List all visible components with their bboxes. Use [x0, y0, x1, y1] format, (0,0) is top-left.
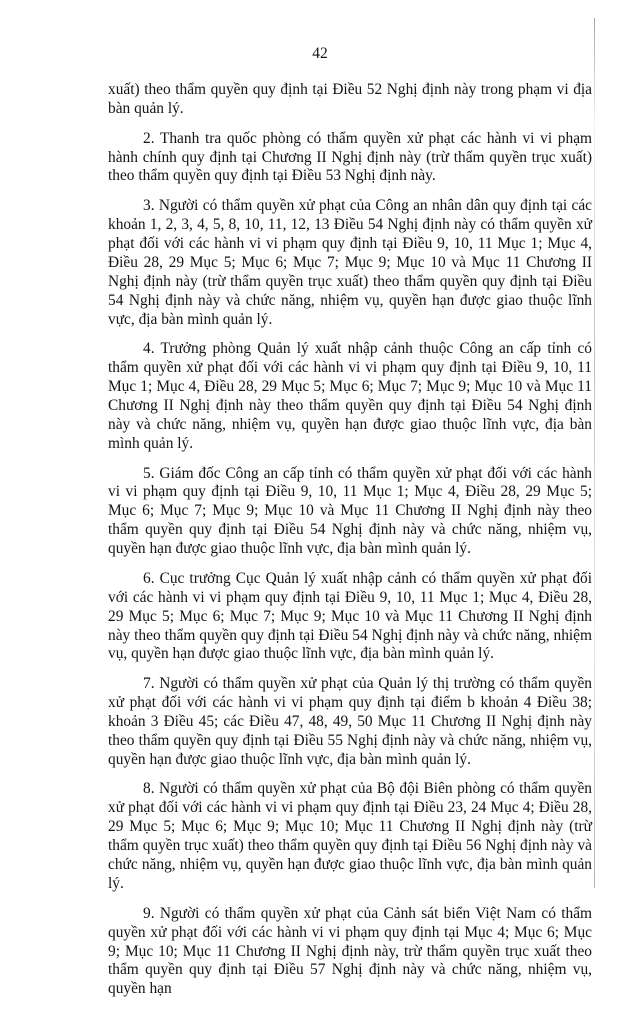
paragraph-clause-4: 4. Trưởng phòng Quản lý xuất nhập cảnh thuộc Công an cấp tỉnh có thẩm quyền xử phạt đối với các hành vi vi phạm quy định tại Điều 9, 10, 11 Mục 1; Mục 4, Điều 28, 29 Mục 5; Mục 6; Mục 7; Mục 9; Mục 10 và Mục 11 Chương II Nghị định này theo thẩm quyền quy định tại Điều 54 Nghị định này và chức năng, nhiệm vụ, quyền hạn được giao thuộc lĩnh vực, địa bàn mình quản lý.	[108, 340, 592, 452]
paragraph-clause-7: 7. Người có thẩm quyền xử phạt của Quản lý thị trường có thẩm quyền xử phạt đối với các hành vi vi phạm quy định tại điểm b khoản 4 Điều 38; khoản 3 Điều 45; các Điều 47, 48, 49, 50 Mục 11 Chương II Nghị định này theo thẩm quyền quy định tại Điều 55 Nghị định này và chức năng, nhiệm vụ, quyền hạn được giao thuộc lĩnh vực, địa bàn mình quản lý.	[108, 675, 592, 768]
page-number: 42	[312, 45, 328, 62]
paragraph-clause-5: 5. Giám đốc Công an cấp tỉnh có thẩm quyền xử phạt đối với các hành vi vi phạm quy định tại Điều 9, 10, 11 Mục 1; Mục 4, Điều 28, 29 Mục 5; Mục 6; Mục 7; Mục 9; Mục 10 và Mục 11 Chương II Nghị định này theo thẩm quyền quy định tại Điều 54 Nghị định này và chức năng, nhiệm vụ, quyền hạn được giao thuộc lĩnh vực, địa bàn mình quản lý.	[108, 464, 592, 558]
paragraph-clause-8: 8. Người có thẩm quyền xử phạt của Bộ đội Biên phòng có thẩm quyền xử phạt đối với các hành vi vi phạm quy định tại Điều 23, 24 Mục 4; Điều 28, 29 Mục 5; Mục 6; Mục 9; Mục 10; Mục 11 Chương II Nghị định này (trừ thẩm quyền trục xuất) theo thẩm quyền quy định tại Điều 56 Nghị định này và chức năng, nhiệm vụ, quyền hạn được giao thuộc lĩnh vực, địa bàn mình quản lý.	[108, 780, 592, 893]
paragraph-clause-2: 2. Thanh tra quốc phòng có thẩm quyền xử phạt các hành vi vi phạm hành chính quy định tại Chương II Nghị định này (trừ thẩm quyền trục xuất) theo thẩm quyền quy định tại Điều 53 Nghị định này.	[108, 129, 592, 185]
paragraph-clause-9: 9. Người có thẩm quyền xử phạt của Cảnh sát biển Việt Nam có thẩm quyền xử phạt đối với các hành vi vi phạm quy định tại Mục 4; Mục 6; Mục 9; Mục 10; Mục 11 Chương II Nghị định này, trừ thẩm quyền trục xuất theo thẩm quyền quy định tại Điều 57 Nghị định này và chức năng, nhiệm vụ, quyền hạn	[108, 904, 592, 998]
scan-edge-shadow	[594, 18, 595, 888]
document-body	[108, 81, 592, 1010]
paragraph-clause-3: 3. Người có thẩm quyền xử phạt của Công an nhân dân quy định tại các khoản 1, 2, 3, 4, 5, 8, 10, 11, 12, 13 Điều 54 Nghị định này có thẩm quyền xử phạt đối với các hành vi vi phạm quy định tại Điều 9, 10, 11 Mục 1; Mục 4, Điều 28, 29 Mục 5; Mục 6; Mục 7; Mục 9; Mục 10 và Mục 11 Chương II Nghị định này (trừ thẩm quyền trục xuất) theo thẩm quyền quy định tại Điều 54 Nghị định này và chức năng, nhiệm vụ, quyền hạn được giao thuộc lĩnh vực, địa bàn mình quản lý.	[108, 197, 592, 328]
paragraph-continuation: xuất) theo thẩm quyền quy định tại Điều 52 Nghị định này trong phạm vi địa bàn quản lý.	[108, 81, 592, 117]
paragraph-clause-6: 6. Cục trưởng Cục Quản lý xuất nhập cảnh có thẩm quyền xử phạt đối với các hành vi vi phạm quy định tại Điều 9, 10, 11 Mục 1; Mục 4, Điều 28, 29 Mục 5; Mục 6; Mục 7; Mục 9; Mục 10 và Mục 11 Chương II Nghị định này theo thẩm quyền quy định tại Điều 54 Nghị định này và chức năng, nhiệm vụ, quyền hạn được giao thuộc lĩnh vực, địa bàn mình quản lý.	[108, 569, 592, 663]
